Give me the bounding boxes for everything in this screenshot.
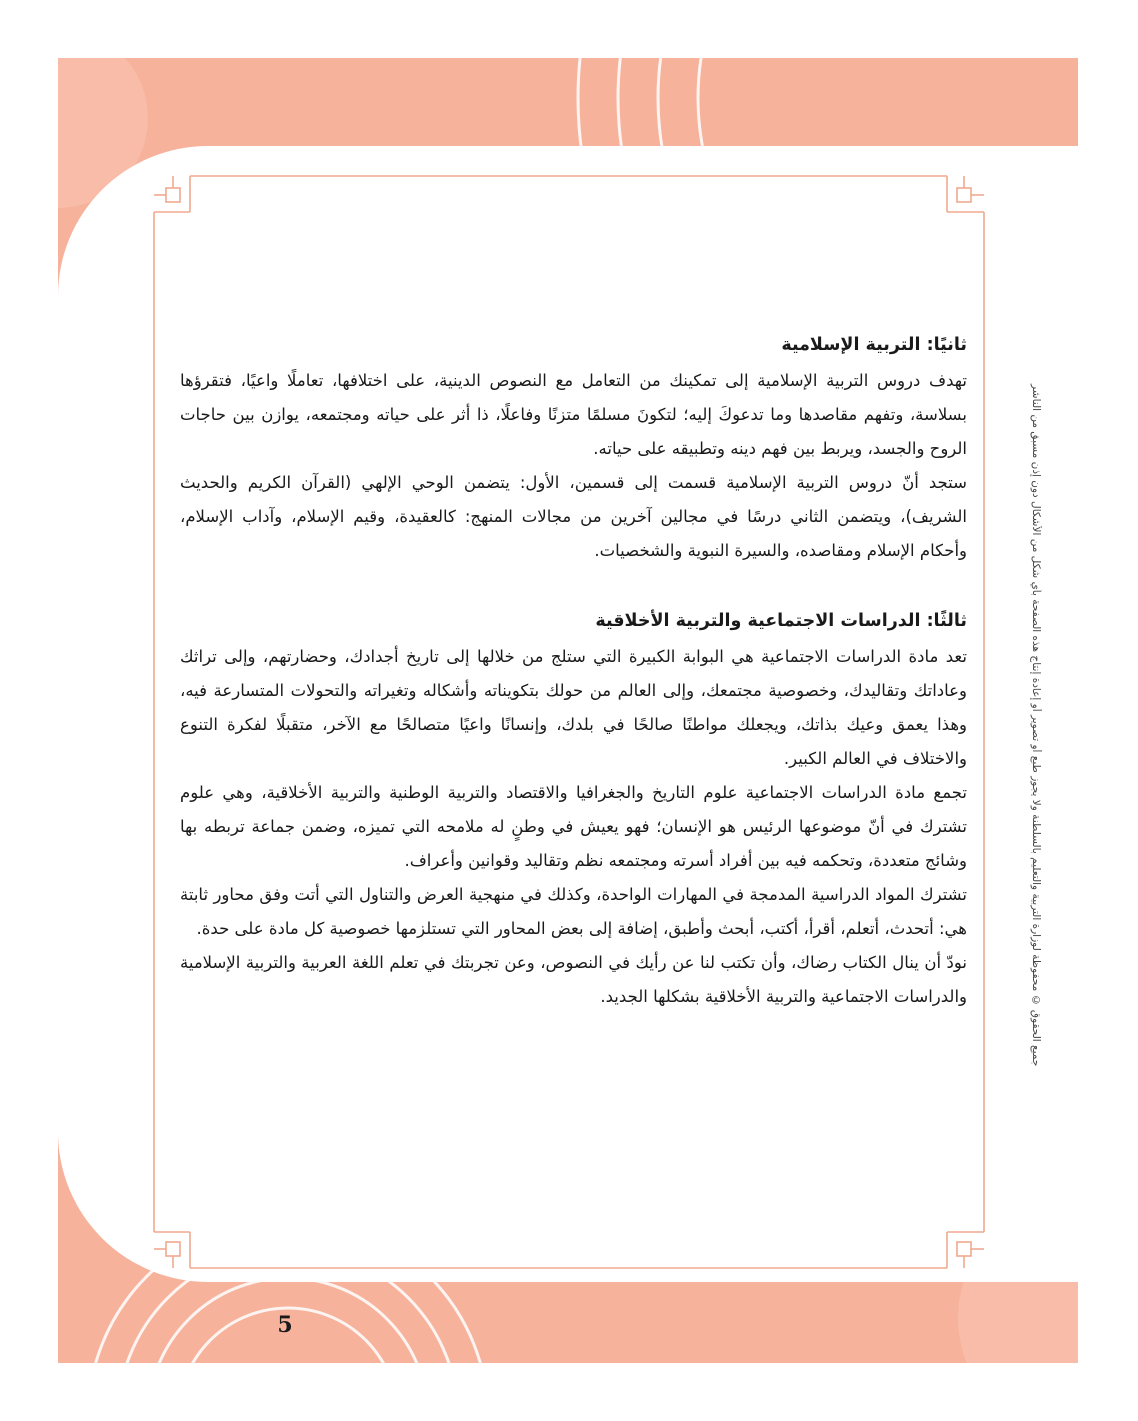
paragraph: تشترك المواد الدراسية المدمجة في المهارات الواحدة، وكذلك في منهجية العرض والتناول التي أتت وفق محاور ثابتة هي: أتحدث، أتعلم، أقرأ، أكتب، أبحث وأطبق، إضافة إلى بعض المحاور التي تستلزمها خصوصية كل مادة على حدة. — [180, 885, 967, 938]
section-heading-islamic-education: ثانيًا: التربية الإسلامية — [781, 335, 967, 355]
section-spacer — [180, 568, 967, 602]
page-number: 5 — [277, 1312, 293, 1338]
copyright-note: جميع الحقوق © محفوظة لوزارة التربية والتعليم بالسلطنة ولا يجوز طبع أو تصوير أو إعادة إنتاج هذه الصفحة بأي شكل من الأشكال دون إذن مسبق من الناشر — [1030, 383, 1042, 1067]
paragraph: تهدف دروس التربية الإسلامية إلى تمكينك من التعامل مع النصوص الدينية، على اختلافها، تعاملًا واعيًا، فتقرؤها بسلاسة، وتفهم مقاصدها وما تدعوكَ إليه؛ لتكونَ مسلمًا متزنًا وفاعلًا، ذا أثر على حياته ومجتمعه، يوازن بين حاجات الروح والجسد، ويربط بين فهم دينه وتطبيقه على حياته. — [180, 371, 967, 458]
section-heading-social-studies: ثالثًا: الدراسات الاجتماعية والتربية الأخلاقية — [595, 611, 967, 631]
paragraph: تجمع مادة الدراسات الاجتماعية علوم التاريخ والجغرافيا والاقتصاد والتربية الوطنية والتربية الأخلاقية، وهي علوم تشترك في أنّ موضوعها الرئيس هو الإنسان؛ فهو يعيش في وطنٍ له ملامحه التي تميزه، وضمن جماعة تربطه بها وشائج متعددة، وتحكمه فيه بين أفراد أسرته ومجتمعه نظم وتقاليد وقوانين وأعراف. — [180, 783, 967, 870]
paragraph: تعد مادة الدراسات الاجتماعية هي البوابة الكبيرة التي ستلج من خلالها إلى تاريخ أجدادك، وحضارتهم، وإلى تراثك وعاداتك وتقاليدك، وخصوصية مجتمعك، وإلى العالم من حولك بتكويناته وأشكاله وتغيراته والتحولات المتسارعة فيه، وهذا يعمق وعيك بذاتك، ويجعلك مواطنًا صالحًا في بلدك، وإنسانًا واعيًا متصالحًا مع الآخر، متقبلًا لفكرة التنوع والاختلاف في العالم الكبير. — [180, 647, 967, 768]
paragraph: ستجد أنّ دروس التربية الإسلامية قسمت إلى قسمين، الأول: يتضمن الوحي الإلهي (القرآن الكريم والحديث الشريف)، ويتضمن الثاني درسًا في مجالين آخرين من مجالات المنهج: كالعقيدة، وقيم الإسلام، وآداب الإسلام، وأحكام الإسلام ومقاصده، والسيرة النبوية والشخصيات. — [180, 473, 967, 560]
main-content — [180, 326, 967, 1014]
paragraph: نودّ أن ينال الكتاب رضاك، وأن تكتب لنا عن رأيك في النصوص، وعن تجربتك في تعلم اللغة العربية والتربية الإسلامية والدراسات الاجتماعية والتربية الأخلاقية بشكلها الجديد. — [180, 953, 967, 1006]
